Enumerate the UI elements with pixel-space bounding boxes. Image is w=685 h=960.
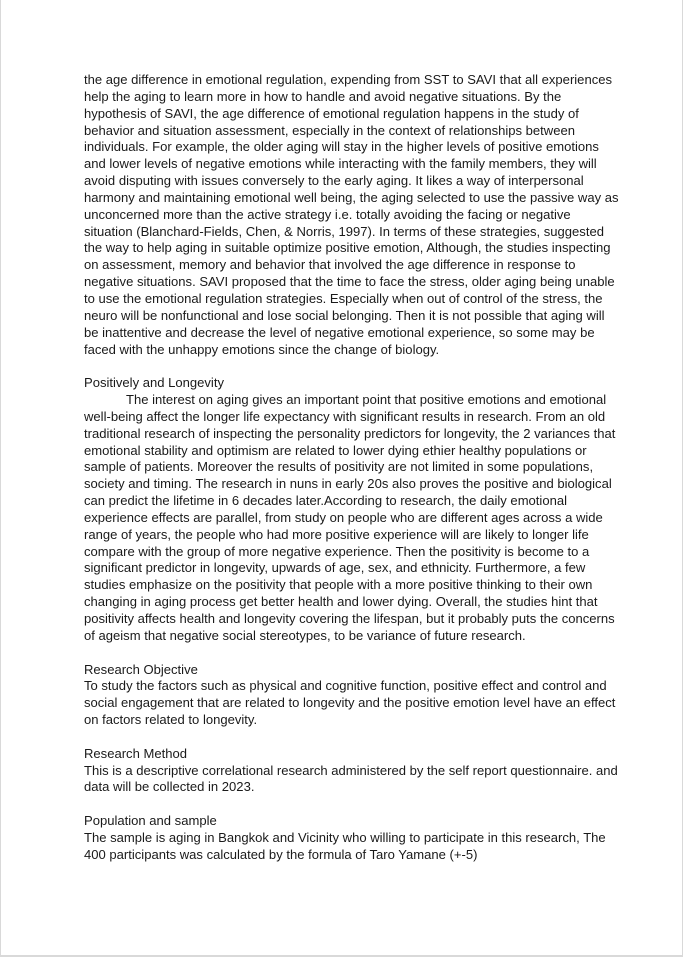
text-line: negative situations. SAVI proposed that the time to face the stress, older aging being unable: [84, 274, 615, 290]
text-line: the age difference in emotional regulation, expending from SST to SAVI that all experiences: [84, 72, 612, 87]
text-line: compare with the group of more negative experience. Then the positivity is become to a: [84, 543, 590, 559]
text-line: individuals. For example, the older aging will stay in the higher levels of positive emotions: [84, 139, 599, 155]
text-line: unconcerned more than the active strategy i.e. totally avoiding the facing or negative: [84, 206, 571, 222]
text-line: significant predictor in longevity, upwards of age, sex, and ethnicity. Furthermore, a few: [84, 560, 586, 576]
text-line: situation (Blanchard-Fields, Chen, & Norris, 1997). In terms of these strategies, suggested: [84, 223, 604, 239]
paragraph-research-method: [84, 762, 618, 797]
text-line: experience effects are parallel, from study on people who are different ages across a wide: [84, 509, 603, 525]
text-line: harmony and maintaining emotional well being, the aging selected to use the passive way as: [84, 189, 619, 205]
paragraph-spacer: [84, 729, 604, 746]
text-line: hypothesis of SAVI, the age difference of emotional regulation happens in the study of: [84, 105, 579, 121]
text-line: 400 participants was calculated by the formula of Taro Yamane (+-5): [84, 846, 478, 862]
text-line: on assessment, memory and behavior that involved the age difference in response to: [84, 257, 576, 273]
paragraph-positively-longevity: [84, 392, 616, 645]
text-line: This is a descriptive correlational research administered by the self report questionnaire. and: [84, 762, 618, 778]
text-line: the way to help aging in suitable optimize positive emotion, Although, the studies inspecting: [84, 240, 611, 256]
text-line: be inattentive and decrease the level of negative emotional experience, so some may be: [84, 324, 595, 340]
text-line: of ageism that negative social stereotypes, to be variance of future research.: [84, 627, 526, 643]
text-line: social engagement that are related to longevity and the positive emotion level have an effect: [84, 695, 616, 711]
text-line: studies emphasize on the positivity that people with a more positive thinking to their own: [84, 577, 593, 593]
text-line: data will be collected in 2023.: [84, 779, 255, 795]
text-line: range of years, the people who had more positive experience will are likely to longer life: [84, 526, 589, 542]
document-body: [84, 72, 619, 864]
text-line: The sample is aging in Bangkok and Vicinity who willing to participate in this research, The: [84, 829, 606, 845]
text-line: changing in aging process get better health and lower dying. Overall, the studies hint that: [84, 594, 598, 610]
text-line: sample of patients. Moreover the results of positivity are not limited in some populations,: [84, 459, 594, 475]
heading-research-objective: Research Objective: [84, 661, 198, 677]
text-line: To study the factors such as physical and cognitive function, positive effect and control and: [84, 678, 607, 694]
paragraph-spacer: [84, 796, 604, 813]
paragraph-research-objective: [84, 678, 616, 729]
text-line: behavior and situation assessment, especially in the context of relationships between: [84, 122, 575, 138]
text-line: avoid disputing with issues conversely to the early aging. It likes a way of interpersonal: [84, 173, 584, 189]
text-line: to use the emotional regulation strategies. Especially when out of control of the stress, the: [84, 290, 603, 306]
text-line: emotional stability and optimism are related to lower dying ethier healthy populations or: [84, 442, 587, 458]
heading-positively-longevity: Positively and Longevity: [84, 375, 224, 391]
text-line: The interest on aging gives an important point that positive emotions and emotional: [126, 392, 607, 408]
text-line: traditional research of inspecting the personality predictors for longevity, the 2 variances that: [84, 425, 616, 441]
text-line: can predict the lifetime in 6 decades later.According to research, the daily emotional: [84, 493, 568, 509]
text-line: neuro will be nonfunctional and lose social belonging. Then it is not possible that aging will: [84, 307, 605, 323]
text-line: positivity affects health and longevity covering the lifespan, but it probably puts the concerns: [84, 611, 615, 626]
text-line: faced with the unhappy emotions since the change of biology.: [84, 341, 440, 357]
paragraph-spacer: [84, 645, 604, 662]
heading-research-method: Research Method: [84, 745, 187, 761]
paragraph-spacer: [84, 358, 604, 375]
heading-population-sample: Population and sample: [84, 813, 217, 829]
paragraph-population-sample: [84, 830, 604, 864]
text-line: and lower levels of negative emotions while interacting with the family members, they will: [84, 156, 597, 172]
text-line: on factors related to longevity.: [84, 712, 258, 728]
text-line: society and timing. The research in nuns in early 20s also proves the positive and biological: [84, 476, 612, 492]
paragraph-savi: [84, 72, 619, 358]
text-line: well-being affect the longer life expectancy with significant results in research. From an old: [84, 408, 606, 424]
text-line: help the aging to learn more in how to handle and avoid negative situations. By the: [84, 88, 562, 104]
